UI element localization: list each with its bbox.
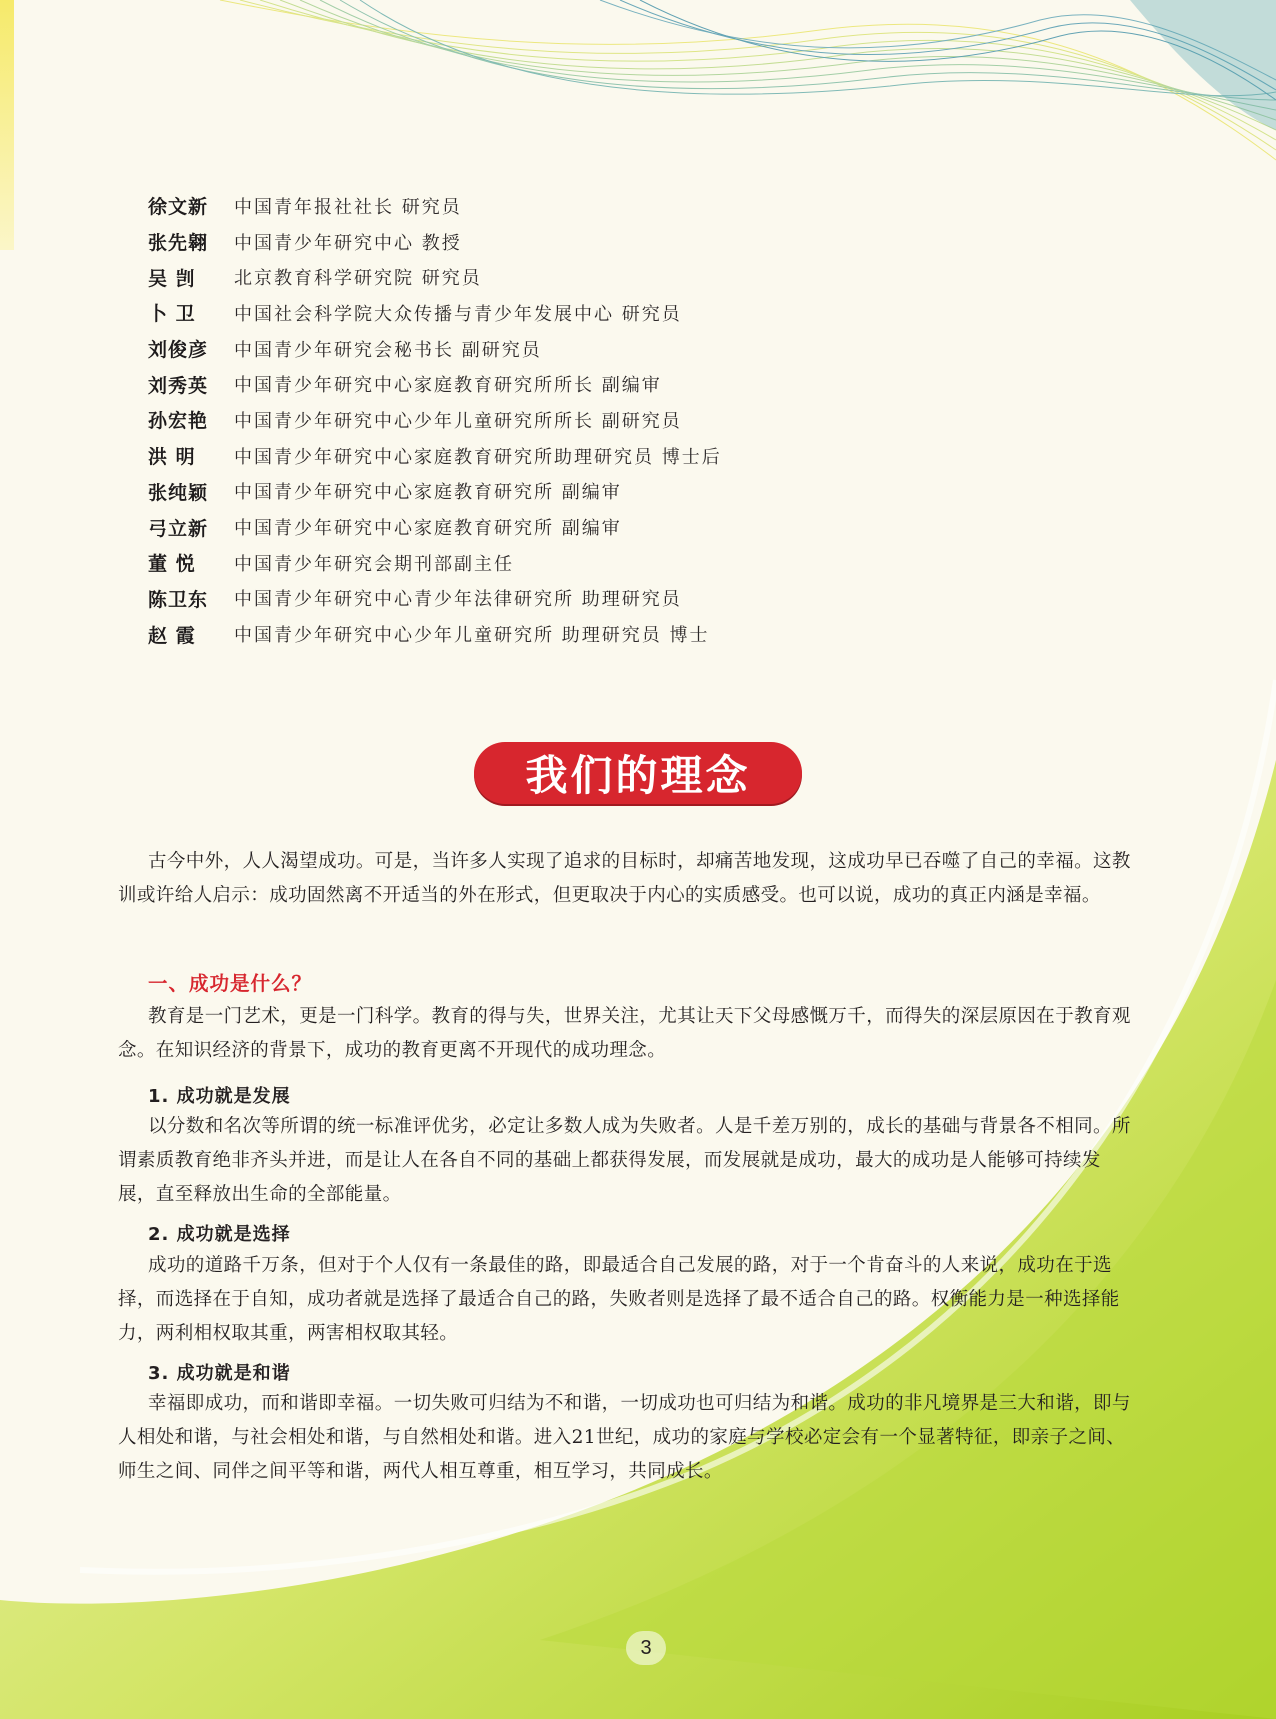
member-title: 中国青少年研究中心家庭教育研究所 副编审	[234, 518, 622, 540]
list-item	[148, 545, 1048, 581]
member-name: 陈卫东	[148, 588, 209, 611]
list-item	[148, 188, 1048, 224]
list-item	[148, 224, 1048, 260]
member-name: 孙宏艳	[148, 410, 209, 433]
subheading: 3. 成功就是和谐	[148, 1363, 291, 1384]
paragraph: 幸福即成功，而和谐即幸福。一切失败可归结为不和谐，一切成功也可归结为和谐。成功的非凡境界是三大和谐，即与人相处和谐，与社会相处和谐，与自然相处和谐。进入21世纪，成功的家庭与学校必定会有一个显著特征，即亲子之间、师生之间、同伴之间平等和谐，两代人相互尊重，相互学习，共同成长。	[118, 1393, 1131, 1482]
list-item	[148, 402, 1048, 438]
member-title: 中国青少年研究中心少年儿童研究所所长 副研究员	[234, 410, 682, 432]
list-item	[148, 331, 1048, 367]
member-title: 中国青少年研究中心家庭教育研究所所长 副编审	[234, 375, 662, 397]
list-item	[148, 616, 1048, 652]
member-title: 中国青少年研究会期刊部副主任	[234, 553, 514, 575]
subheading: 2. 成功就是选择	[148, 1224, 291, 1245]
list-item	[148, 509, 1048, 545]
member-title: 中国青少年研究中心家庭教育研究所 副编审	[234, 482, 622, 504]
member-name: 卜 卫	[148, 303, 196, 326]
member-name: 张纯颖	[148, 481, 209, 504]
list-item	[148, 295, 1048, 331]
member-title: 中国青少年研究会秘书长 副研究员	[234, 339, 542, 361]
list-item	[148, 259, 1048, 295]
paragraph: 以分数和名次等所谓的统一标准评优劣，必定让多数人成为失败者。人是千差万别的，成长的基础与背景各不相同。所谓素质教育绝非齐头并进，而是让人在各自不同的基础上都获得发展，而发展就是成功，最大的成功是人能够可持续发展，直至释放出生命的全部能量。	[118, 1116, 1131, 1205]
list-item	[148, 474, 1048, 510]
member-title: 中国青少年研究中心少年儿童研究所 助理研究员 博士	[234, 625, 710, 647]
member-name: 赵 霞	[148, 624, 196, 647]
member-list	[148, 188, 1048, 652]
member-title: 中国青少年研究中心 教授	[234, 232, 462, 254]
section-title-banner	[474, 742, 802, 804]
member-name: 吴 剀	[148, 267, 196, 290]
paragraph: 成功的道路千万条，但对于个人仅有一条最佳的路，即最适合自己发展的路，对于一个肯奋斗的人来说，成功在于选择，而选择在于自知，成功者就是选择了最适合自己的路，失败者则是选择了最不适合自己的路。权衡能力是一种选择能力，两利相权取其重，两害相权取其轻。	[118, 1255, 1120, 1344]
paragraph: 教育是一门艺术，更是一门科学。教育的得与失，世界关注，尤其让天下父母感慨万千，而得失的深层原因在于教育观念。在知识经济的背景下，成功的教育更离不开现代的成功理念。	[118, 1006, 1131, 1061]
member-name: 张先翱	[148, 232, 209, 255]
page-number: 3	[626, 1631, 666, 1665]
section-title: 我们的理念	[525, 751, 751, 800]
member-title: 中国青年报社社长 研究员	[234, 196, 462, 218]
section-heading: 一、成功是什么？	[148, 972, 313, 995]
member-title: 中国青少年研究中心青少年法律研究所 助理研究员	[234, 589, 682, 611]
member-name: 刘俊彦	[148, 339, 209, 362]
member-name: 董 悦	[148, 553, 196, 576]
member-title: 中国社会科学院大众传播与青少年发展中心 研究员	[234, 303, 682, 325]
member-name: 弓立新	[148, 517, 209, 540]
list-item	[148, 366, 1048, 402]
subheading: 1. 成功就是发展	[148, 1086, 291, 1107]
member-name: 刘秀英	[148, 374, 209, 397]
member-name: 徐文新	[148, 196, 209, 219]
member-title: 中国青少年研究中心家庭教育研究所助理研究员 博士后	[234, 446, 722, 468]
member-title: 北京教育科学研究院 研究员	[234, 268, 482, 290]
list-item	[148, 581, 1048, 617]
intro-paragraph: 古今中外，人人渴望成功。可是，当许多人实现了追求的目标时，却痛苦地发现，这成功早已吞噬了自己的幸福。这教训或许给人启示：成功固然离不开适当的外在形式，但更取决于内心的实质感受。也可以说，成功的真正内涵是幸福。	[118, 851, 1131, 906]
list-item	[148, 438, 1048, 474]
member-name: 洪 明	[148, 446, 196, 469]
